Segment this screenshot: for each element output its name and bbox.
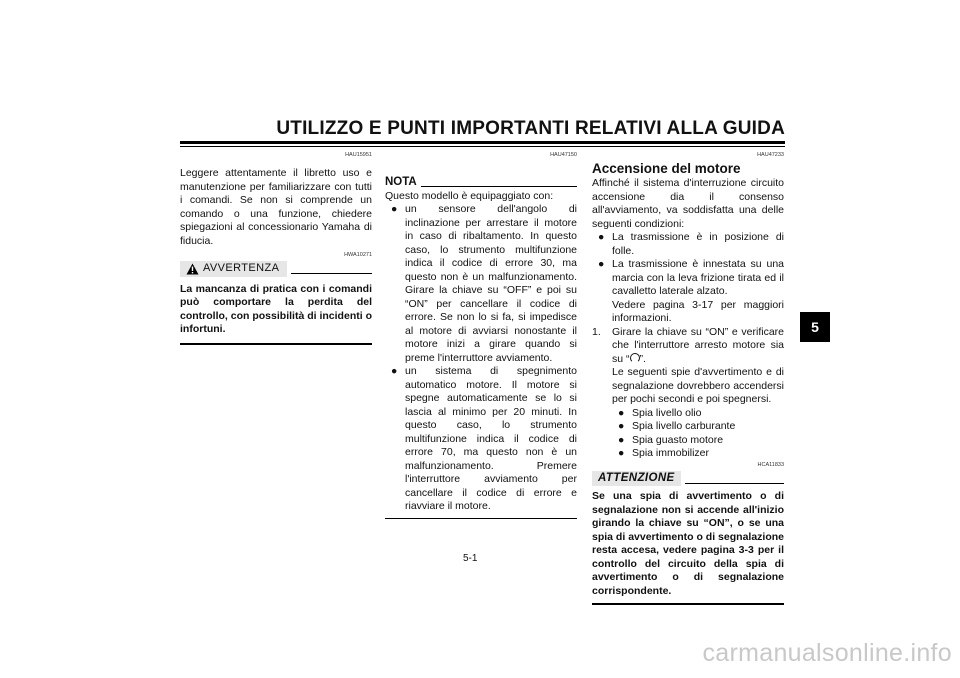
condition-text: La trasmissione è innestata su una marcia con la leva frizione tirata ed il cavalletto laterale alzato. (612, 258, 784, 297)
bullet-icon: ● (391, 365, 398, 377)
condition-bullet (592, 258, 784, 299)
intro-paragraph: Leggere attentamente il libretto uso e manutenzione per familiarizzare con tutti i comandi. Se non si comprende un comando o una funzione, chiedere spiegazioni al concessionario Yamaha di fiducia. (180, 167, 372, 247)
light-item (592, 447, 784, 461)
bullet-icon: ● (598, 231, 605, 243)
bullet-icon: ● (618, 420, 625, 432)
warning-label (180, 261, 287, 277)
bullet-icon: ● (598, 258, 605, 270)
header-rule (180, 141, 785, 144)
column-2 (385, 152, 577, 519)
caution-code: HCA11833 (757, 461, 784, 468)
caution-end-rule (592, 603, 784, 605)
section-code: HAU47150 (550, 152, 577, 158)
caution-header-line (685, 483, 784, 484)
warning-label-text: AVVERTENZA (203, 262, 280, 274)
section-code: HAU15951 (345, 152, 372, 158)
page-title: UTILIZZO E PUNTI IMPORTANTI RELATIVI ALLA GUIDA (276, 118, 785, 139)
step-text-a: Girare la chiave su “ON” e verificare che l'interruttore arresto motore sia su “ (612, 325, 784, 365)
warning-triangle-icon (186, 263, 199, 275)
note-bullet (385, 365, 577, 514)
warning-header-line (291, 273, 372, 274)
bullet-icon: ● (618, 433, 625, 446)
watermark: carmanualsonline.info (702, 639, 952, 667)
note-intro: Questo modello è equipaggiato con: (385, 189, 554, 202)
see-page-note: Vedere pagina 3-17 per maggiori informazioni. (612, 298, 784, 324)
section-code: HAU47233 (757, 152, 784, 158)
light-item (592, 420, 784, 434)
note-bullet-text: un sistema di spegnimento automatico motore. Il motore si spegne automaticamente se lo si lascia al minimo per 20 minuti. In questo caso, lo strumento multifunzione indica il codice di errore 70, ma questo non è un malfunzionamento. Premere l'interruttore avviamento per cancellare il codice di errore e riavviare il motore. (405, 365, 577, 512)
section-heading: Accensione del motore (592, 161, 741, 176)
intro-paragraph: Affinché il sistema d'interruzione circuito accensione dia il consenso all'avviamento, va soddisfatta una delle seguenti condizioni: (592, 177, 784, 230)
column-3 (592, 152, 784, 605)
note-header-line (421, 186, 577, 187)
light-text: Spia immobilizer (632, 447, 710, 459)
engine-run-switch-icon (630, 353, 640, 363)
note-label: NOTA (385, 176, 417, 188)
condition-bullet (592, 231, 784, 258)
page-number: 5-1 (463, 553, 478, 564)
step-text-b: ”. (639, 352, 646, 365)
step-number: 1. (592, 325, 601, 338)
bullet-icon: ● (618, 406, 625, 419)
step-item (592, 326, 784, 367)
note-bullet (385, 203, 577, 365)
light-text: Spia livello carburante (632, 420, 736, 432)
warning-header (180, 261, 372, 277)
bullet-icon: ● (618, 447, 625, 459)
note-bullet-text: un sensore dell'angolo di inclinazione per arrestare il motore in caso di ribaltamento. In questo caso, lo strumento multifunzione indica il codice di errore 30, ma questo non è un malfunzionamento. Girare la chiave su “OFF” e poi su “ON” per cancellare il codice di errore. Se non lo si fa, si impedisce al motore di avviarsi nonostante il motore inizi a girare quando si preme l'interruttore avviamento. (405, 203, 577, 364)
warning-text: La mancanza di pratica con i comandi può comportare la perdita del controllo, con possibilità di incidenti o infortuni. (180, 282, 372, 335)
bullet-icon: ● (391, 203, 398, 215)
warning-code: HWA10271 (344, 252, 372, 258)
caution-header (592, 471, 784, 487)
condition-text: La trasmissione è in posizione di folle. (612, 231, 784, 257)
light-item (592, 434, 784, 448)
note-end-rule (385, 518, 577, 519)
warning-end-rule (180, 343, 372, 345)
chapter-tab[interactable]: 5 (800, 312, 830, 342)
light-item (592, 407, 784, 421)
column-1 (180, 152, 372, 345)
light-text: Spia guasto motore (632, 433, 724, 446)
step-text-2: Le seguenti spie d'avvertimento e di segnalazione dovrebbero accendersi per pochi secondi e poi spegnersi. (612, 366, 784, 405)
header-rule-thin (180, 146, 785, 147)
caution-label: ATTENZIONE (592, 471, 681, 487)
caution-text: Se una spia di avvertimento o di segnalazione non si accende all'inizio girando la chiave su “ON”, o se una spia di avvertimento o di segnalazione resta accesa, vedere pagina 3-3 per il controllo del circuito della spia di avvertimento o di segnalazione corrispondente. (592, 490, 784, 597)
note-header (385, 176, 577, 190)
light-text: Spia livello olio (632, 406, 702, 419)
